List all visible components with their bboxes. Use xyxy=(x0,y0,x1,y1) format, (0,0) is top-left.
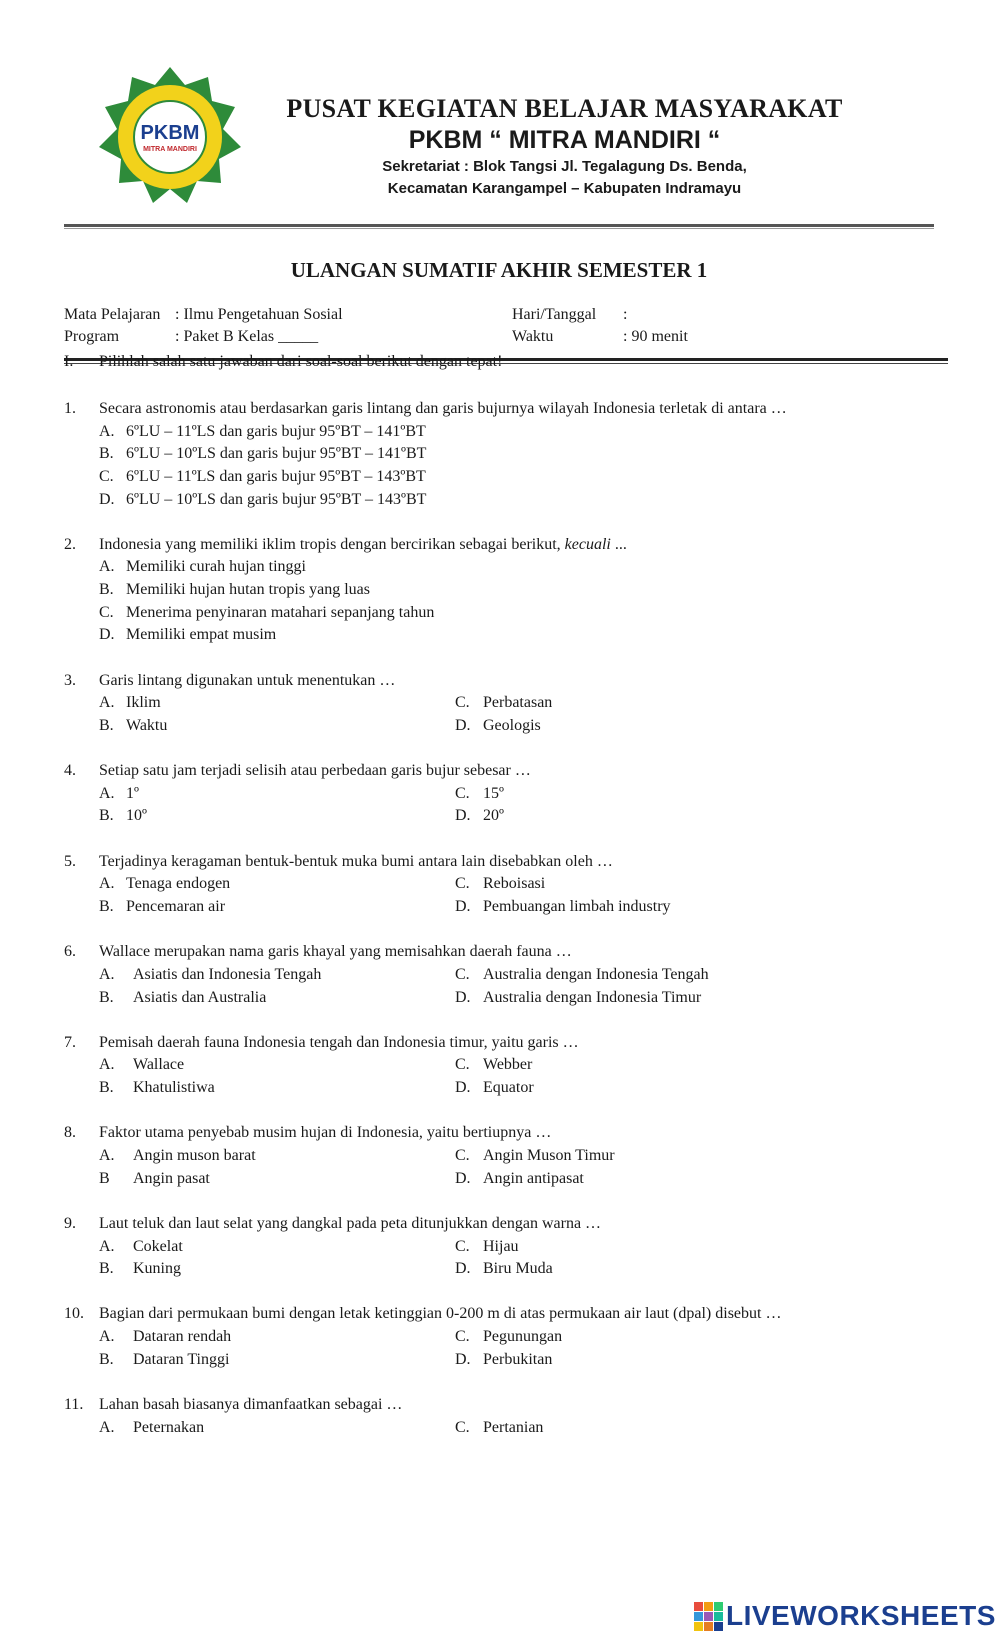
option-letter: B. xyxy=(99,1079,114,1096)
option-text: 6ºLU – 10ºLS dan garis bujur 95ºBT – 141ºBT xyxy=(126,445,427,462)
question-text: Setiap satu jam terjadi selisih atau perbedaan garis bujur sebesar … xyxy=(99,762,531,779)
header-divider xyxy=(64,224,934,227)
option-text: Biru Muda xyxy=(483,1260,553,1277)
question-text: Terjadinya keragaman bentuk-bentuk muka bumi antara lain disebabkan oleh … xyxy=(99,853,613,870)
option-letter: A. xyxy=(99,423,115,440)
option-letter: D. xyxy=(99,491,115,508)
option-text: Pembuangan limbah industry xyxy=(483,898,671,915)
option-letter: D. xyxy=(455,898,471,915)
option-text: Dataran Tinggi xyxy=(133,1351,230,1368)
option-text: Geologis xyxy=(483,717,541,734)
option-text: Khatulistiwa xyxy=(133,1079,215,1096)
option-letter: C. xyxy=(455,1238,470,1255)
option-text: 20º xyxy=(483,807,504,824)
option-text: Kuning xyxy=(133,1260,181,1277)
option-text: Menerima penyinaran matahari sepanjang tahun xyxy=(126,604,435,621)
option-letter: B. xyxy=(99,989,114,1006)
option-text: Reboisasi xyxy=(483,875,546,892)
option-text: Dataran rendah xyxy=(133,1328,232,1345)
question-number: 1. xyxy=(64,400,76,417)
liveworksheets-watermark: LIVEWORKSHEETS xyxy=(726,1600,996,1631)
option-text: Australia dengan Indonesia Tengah xyxy=(483,966,709,983)
option-text: 10º xyxy=(126,807,147,824)
option-letter: D. xyxy=(455,717,471,734)
pkbm-logo xyxy=(95,65,245,205)
option-letter: C. xyxy=(455,966,470,983)
question-number: 2. xyxy=(64,536,76,553)
option-text: Australia dengan Indonesia Timur xyxy=(483,989,702,1006)
option-text: Angin muson barat xyxy=(133,1147,256,1164)
question-text: Wallace merupakan nama garis khayal yang memisahkan daerah fauna … xyxy=(99,943,572,960)
question-number: 9. xyxy=(64,1215,76,1232)
option-letter: C. xyxy=(455,1147,470,1164)
option-letter: C. xyxy=(99,468,114,485)
program-label: Program xyxy=(64,328,120,345)
question-number: 11. xyxy=(64,1396,84,1413)
option-text: Asiatis dan Australia xyxy=(133,989,267,1006)
option-text: Memiliki hujan hutan tropis yang luas xyxy=(126,581,370,598)
option-letter: C. xyxy=(99,604,114,621)
subject-label: Mata Pelajaran xyxy=(64,306,161,323)
option-text: Perbukitan xyxy=(483,1351,553,1368)
option-letter: D. xyxy=(99,626,115,643)
option-text: Memiliki empat musim xyxy=(126,626,277,643)
option-letter: A. xyxy=(99,1419,115,1436)
section-number: I. xyxy=(64,353,74,370)
option-text: 6ºLU – 11ºLS dan garis bujur 95ºBT – 141ºBT xyxy=(126,423,426,440)
question-text: Indonesia yang memiliki iklim tropis dengan bercirikan sebagai berikut, kecuali ... xyxy=(99,536,627,553)
option-text: 6ºLU – 11ºLS dan garis bujur 95ºBT – 143ºBT xyxy=(126,468,426,485)
time-label: Waktu xyxy=(512,328,554,345)
question-text: Lahan basah biasanya dimanfaatkan sebagai … xyxy=(99,1396,403,1413)
option-letter: A. xyxy=(99,1238,115,1255)
exam-title: ULANGAN SUMATIF AKHIR SEMESTER 1 xyxy=(290,258,708,282)
option-letter: B. xyxy=(99,807,114,824)
question-text: Bagian dari permukaan bumi dengan letak ketinggian 0-200 m di atas permukaan air laut (dpal) disebut … xyxy=(99,1305,782,1322)
option-text: 6ºLU – 10ºLS dan garis bujur 95ºBT – 143ºBT xyxy=(126,491,427,508)
option-text: Angin pasat xyxy=(133,1170,210,1187)
option-letter: A. xyxy=(99,966,115,983)
question-text: Pemisah daerah fauna Indonesia tengah dan Indonesia timur, yaitu garis … xyxy=(99,1034,579,1051)
option-letter: A. xyxy=(99,785,115,802)
question-number: 7. xyxy=(64,1034,76,1051)
option-letter: D. xyxy=(455,989,471,1006)
header-divider-thin xyxy=(64,228,934,229)
option-text: Cokelat xyxy=(133,1238,183,1255)
option-text: Angin antipasat xyxy=(483,1170,584,1187)
question-text: Faktor utama penyebab musim hujan di Indonesia, yaitu bertiupnya … xyxy=(99,1124,552,1141)
header-address-1: Sekretariat : Blok Tangsi Jl. Tegalagung Ds. Benda, xyxy=(382,158,747,175)
option-text: Pencemaran air xyxy=(126,898,226,915)
header-address-2: Kecamatan Karangampel – Kabupaten Indramayu xyxy=(387,180,742,197)
option-text: Tenaga endogen xyxy=(126,875,231,892)
option-letter: D. xyxy=(455,807,471,824)
option-letter: C. xyxy=(455,1328,470,1345)
date-value: : xyxy=(623,306,628,323)
option-text: Peternakan xyxy=(133,1419,205,1436)
option-letter: B. xyxy=(99,1351,114,1368)
question-text: Laut teluk dan laut selat yang dangkal pada peta ditunjukkan dengan warna … xyxy=(99,1215,602,1232)
option-letter: C. xyxy=(455,1056,470,1073)
option-letter: C. xyxy=(455,694,470,711)
time-value: : 90 menit xyxy=(623,328,688,345)
subject-value: : Ilmu Pengetahuan Sosial xyxy=(175,306,343,323)
option-letter: C. xyxy=(455,875,470,892)
option-text: 15º xyxy=(483,785,504,802)
option-letter: B xyxy=(99,1170,110,1187)
option-letter: D. xyxy=(455,1351,471,1368)
option-text: 1º xyxy=(126,785,139,802)
option-letter: A. xyxy=(99,1147,115,1164)
option-text: Webber xyxy=(483,1056,533,1073)
question-text: Secara astronomis atau berdasarkan garis lintang dan garis bujurnya wilayah Indonesia terletak di antara … xyxy=(99,400,787,417)
option-letter: B. xyxy=(99,717,114,734)
option-letter: D. xyxy=(455,1170,471,1187)
option-text: Equator xyxy=(483,1079,534,1096)
option-letter: A. xyxy=(99,875,115,892)
option-letter: B. xyxy=(99,445,114,462)
question-number: 10. xyxy=(64,1305,84,1322)
liveworksheets-logo-icon xyxy=(694,1602,724,1632)
header-institution: PUSAT KEGIATAN BELAJAR MASYARAKAT xyxy=(286,94,843,123)
header-pkbm-name: PKBM “ MITRA MANDIRI “ xyxy=(408,126,721,154)
option-text: Pertanian xyxy=(483,1419,544,1436)
question-number: 6. xyxy=(64,943,76,960)
question-number: 3. xyxy=(64,672,76,689)
option-letter: A. xyxy=(99,1056,115,1073)
section-instruction: Pilihlah salah satu jawaban dari soal-soal berikut dengan tepat! xyxy=(99,353,503,370)
option-letter: A. xyxy=(99,558,115,575)
program-value: : Paket B Kelas _____ xyxy=(175,328,319,345)
question-number: 4. xyxy=(64,762,76,779)
option-letter: C. xyxy=(455,1419,470,1436)
option-letter: B. xyxy=(99,898,114,915)
question-number: 8. xyxy=(64,1124,76,1141)
question-text: Garis lintang digunakan untuk menentukan … xyxy=(99,672,396,689)
logo-subtext: MITRA MANDIRI xyxy=(143,146,197,153)
option-text: Iklim xyxy=(126,694,161,711)
option-text: Pegunungan xyxy=(483,1328,563,1345)
option-text: Perbatasan xyxy=(483,694,553,711)
logo-text: PKBM xyxy=(140,122,200,144)
option-text: Angin Muson Timur xyxy=(483,1147,615,1164)
question-italic: kecuali xyxy=(564,536,611,553)
question-number: 5. xyxy=(64,853,76,870)
option-letter: D. xyxy=(455,1079,471,1096)
option-text: Memiliki curah hujan tinggi xyxy=(126,558,306,575)
option-letter: B. xyxy=(99,1260,114,1277)
option-letter: C. xyxy=(455,785,470,802)
option-text: Wallace xyxy=(133,1056,185,1073)
option-letter: A. xyxy=(99,1328,115,1345)
option-letter: D. xyxy=(455,1260,471,1277)
date-label: Hari/Tanggal xyxy=(512,306,597,323)
option-text: Asiatis dan Indonesia Tengah xyxy=(133,966,322,983)
option-text: Waktu xyxy=(126,717,168,734)
option-text: Hijau xyxy=(483,1238,519,1255)
option-letter: A. xyxy=(99,694,115,711)
option-letter: B. xyxy=(99,581,114,598)
